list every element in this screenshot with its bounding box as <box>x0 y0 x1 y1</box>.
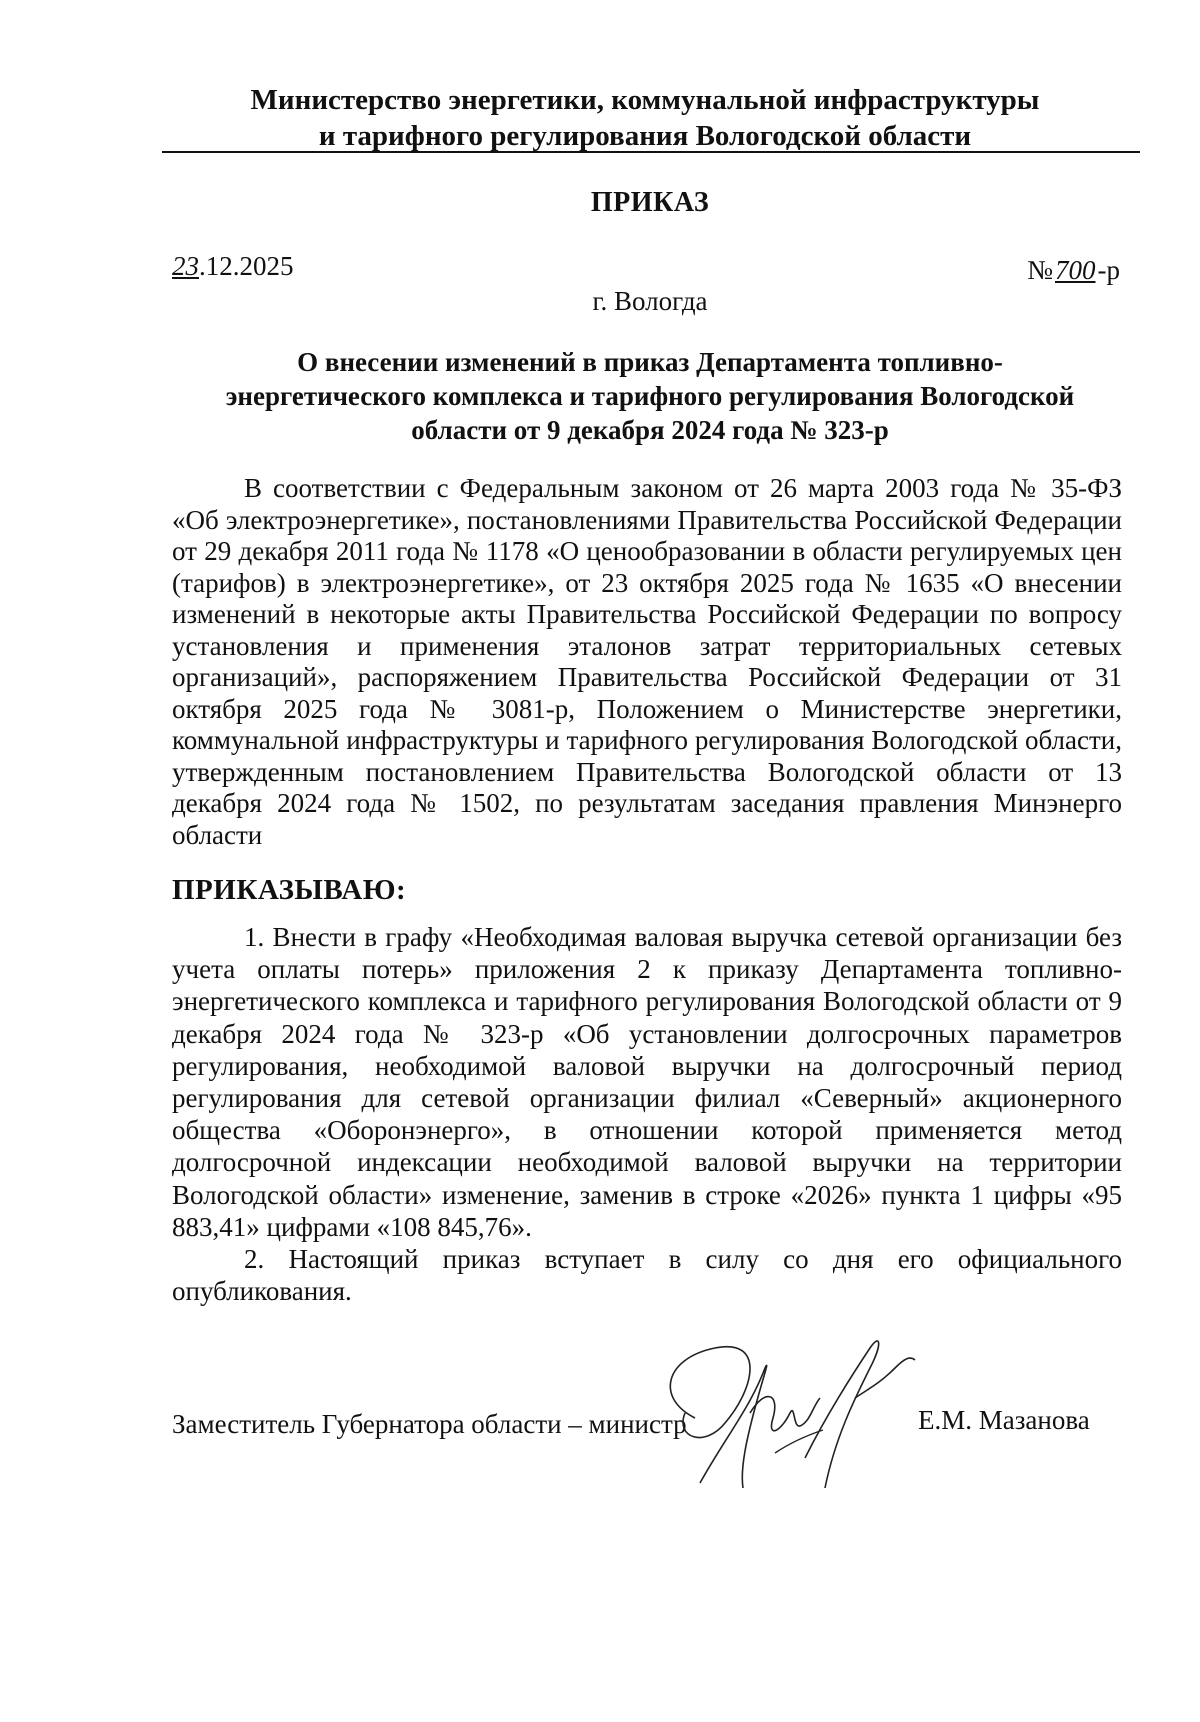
heading-line-3: области от 9 декабря 2024 года № 323-р <box>411 415 889 445</box>
ministry-header <box>150 82 1140 154</box>
signatory-title: Заместитель Губернатора области – министр <box>172 1409 687 1439</box>
document-heading <box>170 345 1130 447</box>
heading-line-2: энергетического комплекса и тарифного регулирования Вологодской <box>225 381 1075 411</box>
number-prefix: № <box>1027 255 1053 285</box>
order-items <box>172 921 1122 1307</box>
header-rule <box>162 151 1140 153</box>
order-word: ПРИКАЗЫВАЮ: <box>172 874 407 906</box>
document-date <box>172 250 294 282</box>
handwritten-signature <box>655 1318 955 1518</box>
signatory-name: Е.М. Мазанова <box>918 1405 1090 1435</box>
heading-line-1: О внесении изменений в приказ Департамента топливно- <box>297 347 1003 377</box>
ministry-line-2: и тарифного регулирования Вологодской области <box>318 120 972 152</box>
date-printed: .12.2025 <box>199 251 294 281</box>
number-handwritten: 700 <box>1055 255 1096 285</box>
number-suffix: -р <box>1097 255 1120 285</box>
preamble <box>172 473 1122 851</box>
date-handwritten: 23 <box>172 251 199 281</box>
order-item-1: 1. Внести в графу «Необходимая валовая выручка сетевой организации без учета оплаты потерь» приложения 2 к приказу Департамента топливно-энергетического комплекса и тарифного регулирования Вологодской области от 9 декабря 2024 года № 323-р «Об установлении долгосрочных параметров регулирования, необходимой валовой выручки на долгосрочный период регулирования для сетевой организации филиал «Северный» акционерного общества «Оборонэнерго», в отношении которой применяется метод долгосрочной индексации необходимой валовой выручки на территории Вологодской области» изменение, заменив в строке «2026» пункта 1 цифры «95 883,41» цифрами «108 845,76». <box>172 922 1122 1242</box>
document-city: г. Вологда <box>592 286 708 316</box>
preamble-paragraph: В соответствии с Федеральным законом от 26 марта 2003 года № 35-ФЗ «Об электроэнергетике», постановлениями Правительства Российской Федерации от 29 декабря 2011 года № 1178 «О ценообразовании в области регулируемых цен (тарифов) в электроэнергетике», от 23 октября 2025 года № 1635 «О внесении изменений в некоторые акты Правительства Российской Федерации по вопросу установления и применения эталонов затрат территориальных сетевых организаций», распоряжением Правительства Российской Федерации от 31 октября 2025 года № 3081-р, Положением о Министерстве энергетики, коммунальной инфраструктуры и тарифного регулирования Вологодской области, утвержденным постановлением Правительства Вологодской области от 13 декабря 2024 года № 1502, по результатам заседания правления Минэнерго области <box>172 473 1122 850</box>
document-number <box>1027 254 1120 286</box>
order-item-2: 2. Настоящий приказ вступает в силу со дня его официального опубликования. <box>172 1244 1122 1307</box>
ministry-line-1: Министерство энергетики, коммунальной инфраструктуры <box>250 84 1040 116</box>
document-type: ПРИКАЗ <box>590 187 710 218</box>
